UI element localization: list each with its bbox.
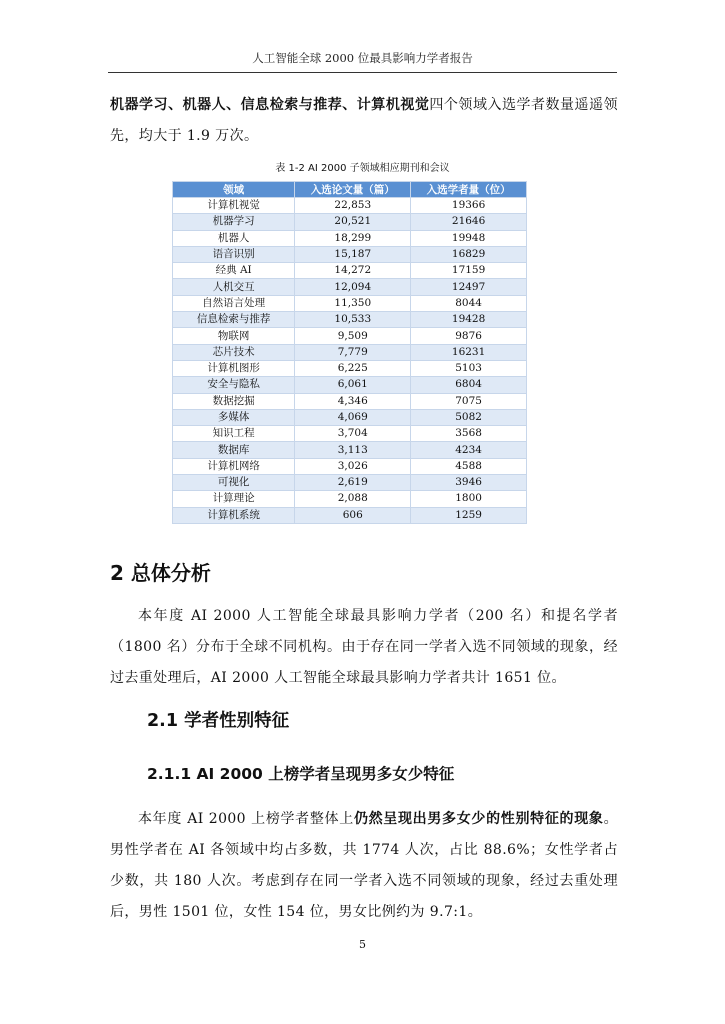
cell-papers: 7,779 bbox=[295, 344, 411, 360]
cell-scholars: 17159 bbox=[411, 263, 527, 279]
cell-scholars: 19428 bbox=[411, 312, 527, 328]
table-row bbox=[173, 263, 527, 279]
cell-field: 自然语言处理 bbox=[173, 295, 295, 311]
intro-bold-text: 机器学习、机器人、信息检索与推荐、计算机视觉 bbox=[110, 97, 430, 113]
cell-field: 知识工程 bbox=[173, 426, 295, 442]
cell-field: 数据挖掘 bbox=[173, 393, 295, 409]
table-row bbox=[173, 312, 527, 328]
table-row bbox=[173, 295, 527, 311]
cell-scholars: 4234 bbox=[411, 442, 527, 458]
table-row bbox=[173, 344, 527, 360]
cell-field: 计算理论 bbox=[173, 491, 295, 507]
cell-field: 计算机网络 bbox=[173, 458, 295, 474]
cell-scholars: 4588 bbox=[411, 458, 527, 474]
cell-scholars: 12497 bbox=[411, 279, 527, 295]
table-header-row bbox=[173, 182, 527, 198]
cell-scholars: 6804 bbox=[411, 377, 527, 393]
cell-scholars: 16231 bbox=[411, 344, 527, 360]
cell-papers: 4,069 bbox=[295, 409, 411, 425]
cell-scholars: 1800 bbox=[411, 491, 527, 507]
section-2-paragraph: 本年度 AI 2000 人工智能全球最具影响力学者（200 名）和提名学者（1800 名）分布于全球不同机构。由于存在同一学者入选不同领域的现象，经过去重处理后，AI 2000 人工智能全球最具影响力学者共计 1651 位。 bbox=[110, 608, 618, 686]
cell-scholars: 3568 bbox=[411, 426, 527, 442]
header-papers: 入选论文量（篇） bbox=[295, 182, 411, 198]
cell-scholars: 21646 bbox=[411, 214, 527, 230]
cell-field: 机器学习 bbox=[173, 214, 295, 230]
intro-rest-text: 四个领域入选学者数量遥遥领先，均大于 1.9 万次。 bbox=[110, 97, 618, 144]
table-row bbox=[173, 393, 527, 409]
cell-papers: 12,094 bbox=[295, 279, 411, 295]
table-row bbox=[173, 426, 527, 442]
cell-papers: 10,533 bbox=[295, 312, 411, 328]
cell-scholars: 5103 bbox=[411, 360, 527, 376]
table-row bbox=[173, 279, 527, 295]
page-number: 5 bbox=[359, 938, 366, 951]
cell-papers: 3,704 bbox=[295, 426, 411, 442]
cell-papers: 4,346 bbox=[295, 393, 411, 409]
cell-papers: 3,026 bbox=[295, 458, 411, 474]
cell-field: 安全与隐私 bbox=[173, 377, 295, 393]
table-row bbox=[173, 507, 527, 523]
table-row bbox=[173, 360, 527, 376]
cell-scholars: 5082 bbox=[411, 409, 527, 425]
cell-papers: 20,521 bbox=[295, 214, 411, 230]
cell-scholars: 7075 bbox=[411, 393, 527, 409]
cell-papers: 2,619 bbox=[295, 475, 411, 491]
cell-papers: 606 bbox=[295, 507, 411, 523]
cell-papers: 9,509 bbox=[295, 328, 411, 344]
header-field: 领域 bbox=[173, 182, 295, 198]
cell-field: 经典 AI bbox=[173, 263, 295, 279]
table-row bbox=[173, 198, 527, 214]
cell-scholars: 9876 bbox=[411, 328, 527, 344]
cell-field: 计算机系统 bbox=[173, 507, 295, 523]
table-row bbox=[173, 328, 527, 344]
cell-field: 计算机图形 bbox=[173, 360, 295, 376]
cell-field: 人机交互 bbox=[173, 279, 295, 295]
cell-scholars: 3946 bbox=[411, 475, 527, 491]
table-row bbox=[173, 377, 527, 393]
cell-field: 多媒体 bbox=[173, 409, 295, 425]
table-body bbox=[173, 198, 527, 524]
intro-paragraph bbox=[110, 90, 618, 152]
table-row bbox=[173, 475, 527, 491]
cell-scholars: 8044 bbox=[411, 295, 527, 311]
header-rule bbox=[108, 72, 617, 73]
cell-field: 可视化 bbox=[173, 475, 295, 491]
section-2-1-1-heading: 2.1.1 AI 2000 上榜学者呈现男多女少特征 bbox=[147, 765, 455, 783]
cell-papers: 22,853 bbox=[295, 198, 411, 214]
cell-papers: 6,225 bbox=[295, 360, 411, 376]
table-row bbox=[173, 230, 527, 246]
subfield-table bbox=[172, 181, 527, 524]
table-caption: 表 1-2 AI 2000 子领域相应期刊和会议 bbox=[275, 163, 450, 174]
section-2-1-1-paragraph bbox=[110, 804, 618, 928]
table-row bbox=[173, 246, 527, 262]
table-row bbox=[173, 442, 527, 458]
cell-papers: 15,187 bbox=[295, 246, 411, 262]
cell-scholars: 19948 bbox=[411, 230, 527, 246]
para-bold-text: 仍然呈现出男多女少的性别特征的现象 bbox=[353, 811, 604, 827]
cell-field: 信息检索与推荐 bbox=[173, 312, 295, 328]
cell-scholars: 19366 bbox=[411, 198, 527, 214]
section-2-heading: 2 总体分析 bbox=[110, 561, 211, 585]
para-text-before: 本年度 AI 2000 上榜学者整体上 bbox=[138, 811, 354, 827]
cell-field: 物联网 bbox=[173, 328, 295, 344]
cell-scholars: 16829 bbox=[411, 246, 527, 262]
section-2-1-heading: 2.1 学者性别特征 bbox=[147, 711, 290, 731]
table-row bbox=[173, 491, 527, 507]
cell-field: 数据库 bbox=[173, 442, 295, 458]
cell-papers: 3,113 bbox=[295, 442, 411, 458]
para-text-after: 。男性学者在 AI 各领域中均占多数，共 1774 人次，占比 88.6%；女性学者占少数，共 180 人次。考虑到存在同一学者入选不同领域的现象，经过去重处理后，男性 1501 位，女性 154 位，男女比例约为 9.7:1。 bbox=[110, 811, 618, 920]
table-row bbox=[173, 214, 527, 230]
cell-field: 计算机视觉 bbox=[173, 198, 295, 214]
cell-field: 语音识别 bbox=[173, 246, 295, 262]
header-scholars: 入选学者量（位） bbox=[411, 182, 527, 198]
table-row bbox=[173, 409, 527, 425]
cell-field: 机器人 bbox=[173, 230, 295, 246]
cell-papers: 14,272 bbox=[295, 263, 411, 279]
cell-field: 芯片技术 bbox=[173, 344, 295, 360]
cell-scholars: 1259 bbox=[411, 507, 527, 523]
cell-papers: 2,088 bbox=[295, 491, 411, 507]
cell-papers: 18,299 bbox=[295, 230, 411, 246]
table-row bbox=[173, 458, 527, 474]
cell-papers: 11,350 bbox=[295, 295, 411, 311]
running-header: 人工智能全球 2000 位最具影响力学者报告 bbox=[252, 51, 473, 65]
cell-papers: 6,061 bbox=[295, 377, 411, 393]
